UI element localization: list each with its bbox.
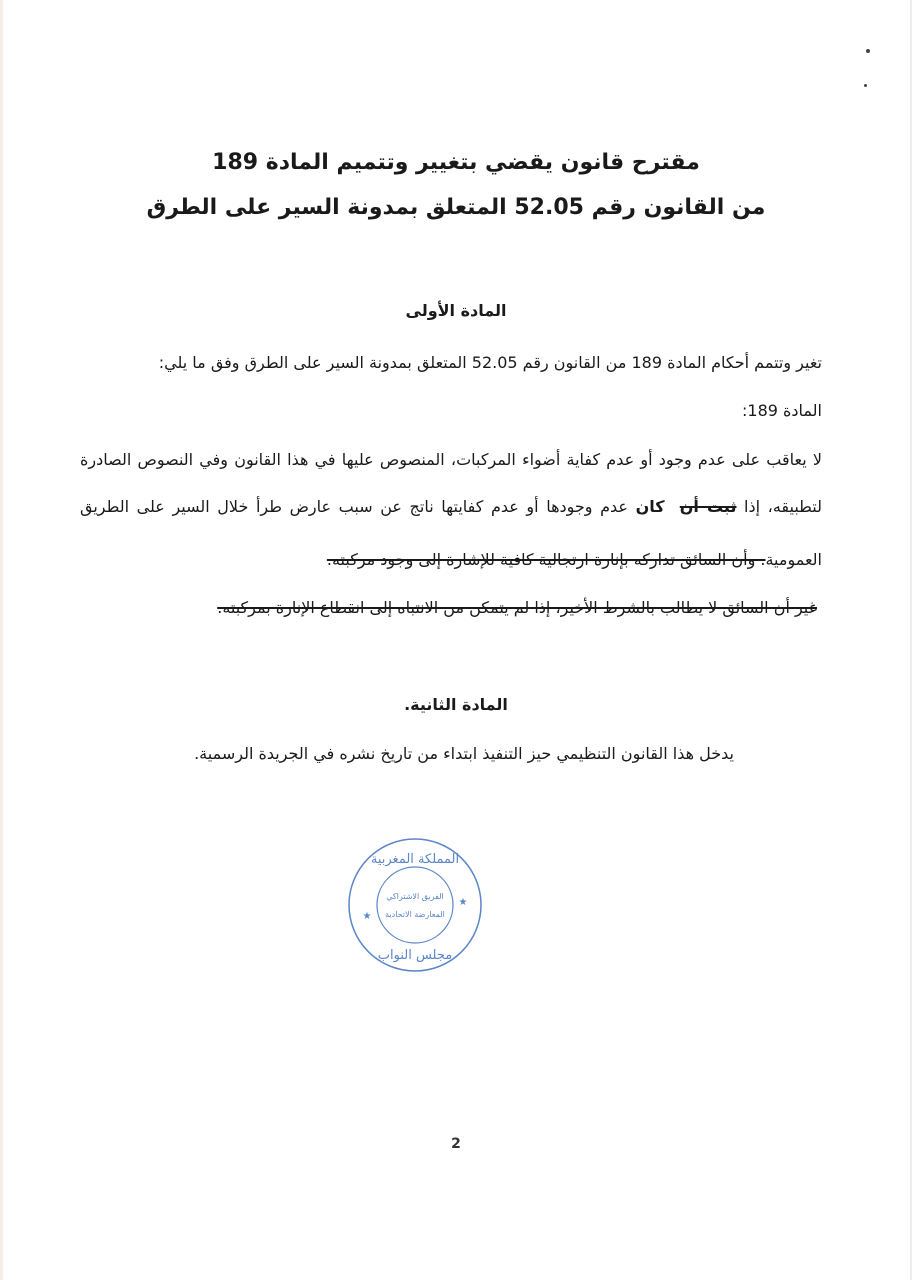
struck-text: ثبت أن — [679, 497, 737, 516]
svg-text:★: ★ — [362, 911, 372, 922]
svg-text:المملكة المغربية: المملكة المغربية — [370, 852, 460, 867]
article-189-para-line-1: لا يعاقب على عدم وجود أو عدم كفاية أضواء المركبات، المنصوص عليها في هذا القانون وفي النصوص الصادرة — [80, 450, 822, 469]
svg-text:الفريق الاشتراكي: الفريق الاشتراكي — [386, 892, 444, 901]
article-1-intro: تغير وتتمم أحكام المادة 189 من القانون رقم 52.05 المتعلق بمدونة السير على الطرق وفق ما يلي: — [158, 353, 822, 372]
article-2-text: يدخل هذا القانون التنظيمي حيز التنفيذ ابتداء من تاريخ نشره في الجريدة الرسمية. — [194, 744, 734, 763]
document-title-line-1: مقترح قانون يقضي بتغيير وتتميم المادة 189 — [212, 150, 700, 175]
text-run: لتطبيقه، إذا — [736, 497, 822, 516]
page-edge-left — [0, 0, 3, 1280]
struck-text: . وأن السائق تداركه بإنارة ارتجالية كافية للإشارة إلى وجود مركبته. — [326, 550, 766, 569]
article-2-heading: المادة الثانية. — [404, 695, 508, 714]
article-189-para-line-2 — [80, 497, 822, 516]
svg-text:المعارضة الاتحادية: المعارضة الاتحادية — [385, 910, 445, 919]
text-run: العمومية — [765, 550, 822, 569]
article-1-heading: المادة الأولى — [405, 301, 507, 320]
speck-mark — [864, 84, 867, 87]
article-189-para-line-4-struck: غير أن السائق لا يطالب بالشرط الأخير، إذا لم يتمكن من الانتباه إلى انقطاع الإنارة بمركبته. — [217, 598, 817, 617]
article-189-para-line-3 — [327, 550, 822, 569]
official-stamp-seal — [345, 835, 485, 975]
speck-mark — [866, 49, 870, 53]
svg-text:مجلس النواب: مجلس النواب — [377, 948, 453, 963]
inserted-text: كان — [635, 497, 665, 516]
article-189-subheading: المادة 189: — [742, 401, 822, 420]
document-title-line-2: من القانون رقم 52.05 المتعلق بمدونة السير على الطرق — [146, 195, 766, 220]
page-number: 2 — [451, 1136, 461, 1152]
text-run: عدم وجودها أو عدم كفايتها ناتج عن سبب عارض طرأ خلال السير على الطريق — [80, 497, 636, 516]
svg-text:★: ★ — [458, 897, 468, 908]
